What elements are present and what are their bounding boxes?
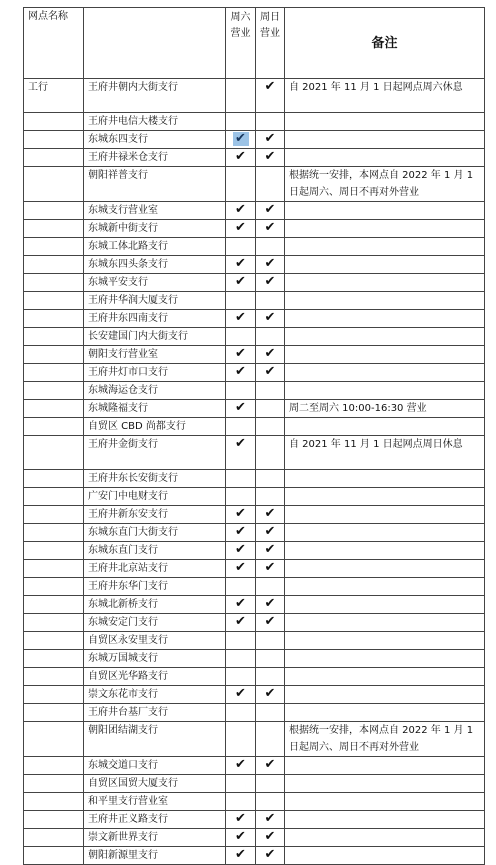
saturday-cell: [226, 775, 256, 793]
bank-cell: [24, 596, 84, 614]
branch-name-cell: 王府井华润大厦支行: [84, 292, 226, 310]
saturday-cell: [226, 542, 256, 560]
check-icon: ✔: [264, 542, 276, 557]
header-saturday: 周六营业: [226, 8, 256, 79]
sunday-cell: [256, 757, 285, 775]
check-icon: ✔: [264, 274, 276, 289]
table-row: [24, 811, 485, 829]
bank-cell: [24, 704, 84, 722]
table-row: [24, 470, 485, 488]
check-icon: ✔: [264, 364, 276, 379]
branch-name-cell: 王府井金街支行: [84, 436, 226, 470]
sunday-cell: [256, 668, 285, 686]
saturday-cell: [226, 560, 256, 578]
branch-name-cell: 东城交道口支行: [84, 757, 226, 775]
remark-cell: [285, 488, 485, 506]
bank-cell: [24, 202, 84, 220]
table-row: [24, 328, 485, 346]
bank-cell: [24, 793, 84, 811]
remark-cell: [285, 238, 485, 256]
remark-cell: [285, 292, 485, 310]
sunday-cell: [256, 400, 285, 418]
branch-name-cell: 东城万国城支行: [84, 650, 226, 668]
remark-cell: [285, 650, 485, 668]
bank-cell: [24, 650, 84, 668]
remark-cell: [285, 256, 485, 274]
check-icon: ✔: [235, 542, 246, 557]
bank-cell: [24, 167, 84, 202]
check-icon: ✔: [233, 132, 249, 146]
branch-name-cell: 长安建国门内大街支行: [84, 328, 226, 346]
bank-cell: [24, 847, 84, 865]
header-sunday: 周日营业: [256, 8, 285, 79]
bank-cell: [24, 775, 84, 793]
remark-cell: [285, 470, 485, 488]
branch-name-cell: 广安门中电财支行: [84, 488, 226, 506]
saturday-cell: [226, 310, 256, 328]
bank-cell: [24, 310, 84, 328]
sunday-cell: [256, 292, 285, 310]
branch-name-cell: 东城北新桥支行: [84, 596, 226, 614]
table-row: [24, 292, 485, 310]
branch-name-cell: 朝阳新源里支行: [84, 847, 226, 865]
branch-name-cell: 朝阳支行营业室: [84, 346, 226, 364]
branch-name-cell: 朝阳祥普支行: [84, 167, 226, 202]
check-icon: ✔: [264, 220, 276, 235]
sunday-cell: [256, 364, 285, 382]
table-row: [24, 542, 485, 560]
table-row: [24, 310, 485, 328]
remark-cell: [285, 578, 485, 596]
check-icon: ✔: [264, 757, 276, 772]
table-row: [24, 79, 485, 113]
check-icon: ✔: [235, 811, 246, 826]
header-row: [24, 8, 485, 79]
saturday-cell: [226, 668, 256, 686]
remark-cell: [285, 793, 485, 811]
saturday-cell: [226, 131, 256, 149]
sunday-cell: [256, 811, 285, 829]
bank-cell: [24, 382, 84, 400]
remark-cell: [285, 596, 485, 614]
saturday-cell: [226, 704, 256, 722]
table-row: [24, 650, 485, 668]
table-row: [24, 686, 485, 704]
check-icon: ✔: [235, 220, 246, 235]
remark-cell: [285, 614, 485, 632]
sunday-cell: [256, 704, 285, 722]
saturday-cell: [226, 650, 256, 668]
saturday-cell: [226, 382, 256, 400]
bank-cell: [24, 757, 84, 775]
table-row: [24, 847, 485, 865]
table-row: [24, 149, 485, 167]
bank-cell: [24, 346, 84, 364]
sunday-cell: [256, 256, 285, 274]
table-row: [24, 668, 485, 686]
check-icon: ✔: [235, 346, 246, 361]
table-row: [24, 346, 485, 364]
sunday-cell: [256, 722, 285, 757]
remark-cell: 自 2021 年 11 月 1 日起网点周六休息: [285, 79, 485, 113]
check-icon: ✔: [264, 829, 276, 844]
sunday-cell: [256, 542, 285, 560]
saturday-cell: [226, 829, 256, 847]
header-branch-name: 网点名称: [24, 8, 84, 79]
bank-cell: [24, 722, 84, 757]
sunday-cell: [256, 488, 285, 506]
saturday-cell: [226, 292, 256, 310]
bank-cell: [24, 364, 84, 382]
remark-cell: [285, 310, 485, 328]
bank-cell: [24, 506, 84, 524]
sunday-cell: [256, 793, 285, 811]
bank-cell: [24, 328, 84, 346]
check-icon: ✔: [264, 346, 276, 361]
check-icon: ✔: [235, 506, 246, 521]
saturday-cell: [226, 113, 256, 131]
check-icon: ✔: [235, 614, 246, 629]
branch-name-cell: 自贸区光华路支行: [84, 668, 226, 686]
sunday-cell: [256, 596, 285, 614]
saturday-cell: [226, 167, 256, 202]
check-icon: ✔: [264, 506, 276, 521]
check-icon: ✔: [264, 614, 276, 629]
check-icon: ✔: [235, 560, 246, 575]
branch-name-cell: 王府井东华门支行: [84, 578, 226, 596]
sunday-cell: [256, 829, 285, 847]
branch-name-cell: 东城工体北路支行: [84, 238, 226, 256]
sunday-cell: [256, 382, 285, 400]
saturday-cell: [226, 79, 256, 113]
remark-cell: [285, 847, 485, 865]
remark-cell: [285, 202, 485, 220]
saturday-cell: [226, 811, 256, 829]
sunday-cell: [256, 149, 285, 167]
saturday-cell: [226, 149, 256, 167]
branch-name-cell: 朝阳团结湖支行: [84, 722, 226, 757]
remark-cell: [285, 560, 485, 578]
check-icon: ✔: [264, 310, 276, 325]
check-icon: ✔: [235, 757, 246, 772]
saturday-cell: [226, 328, 256, 346]
branch-name-cell: 东城东四支行: [84, 131, 226, 149]
bank-cell: [24, 238, 84, 256]
saturday-cell: [226, 847, 256, 865]
bank-cell: [24, 811, 84, 829]
saturday-cell: [226, 524, 256, 542]
table-row: [24, 220, 485, 238]
branch-name-cell: 王府井禄米仓支行: [84, 149, 226, 167]
saturday-cell: [226, 202, 256, 220]
table-row: [24, 560, 485, 578]
table-row: [24, 632, 485, 650]
branch-hours-table-container: [23, 7, 484, 865]
sunday-cell: [256, 506, 285, 524]
saturday-cell: [226, 686, 256, 704]
check-icon: ✔: [264, 596, 276, 611]
bank-cell: [24, 220, 84, 238]
remark-cell: [285, 542, 485, 560]
check-icon: ✔: [235, 202, 246, 217]
check-icon: ✔: [235, 829, 246, 844]
sunday-cell: [256, 310, 285, 328]
bank-cell: [24, 578, 84, 596]
branch-name-cell: 自贸区永安里支行: [84, 632, 226, 650]
branch-name-cell: 崇文新世界支行: [84, 829, 226, 847]
table-row: [24, 524, 485, 542]
saturday-cell: [226, 238, 256, 256]
table-row: [24, 382, 485, 400]
remark-cell: [285, 382, 485, 400]
remark-cell: 自 2021 年 11 月 1 日起网点周日休息: [285, 436, 485, 470]
table-row: [24, 829, 485, 847]
table-row: [24, 202, 485, 220]
sunday-cell: [256, 560, 285, 578]
branch-name-cell: 东城安定门支行: [84, 614, 226, 632]
sunday-cell: [256, 632, 285, 650]
sunday-cell: [256, 274, 285, 292]
header-blank: [84, 8, 226, 79]
branch-name-cell: 自贸区国贸大厦支行: [84, 775, 226, 793]
branch-hours-table: [23, 7, 485, 865]
sunday-cell: [256, 418, 285, 436]
table-row: [24, 506, 485, 524]
bank-cell: [24, 149, 84, 167]
remark-cell: [285, 418, 485, 436]
table-row: [24, 256, 485, 274]
branch-name-cell: 王府井北京站支行: [84, 560, 226, 578]
remark-cell: [285, 524, 485, 542]
bank-cell: [24, 436, 84, 470]
remark-cell: 周二至周六 10:00-16:30 营业: [285, 400, 485, 418]
table-row: [24, 793, 485, 811]
branch-name-cell: 和平里支行营业室: [84, 793, 226, 811]
branch-name-cell: 东城平安支行: [84, 274, 226, 292]
bank-cell: [24, 668, 84, 686]
saturday-cell: [226, 418, 256, 436]
check-icon: ✔: [235, 524, 246, 539]
table-row: [24, 488, 485, 506]
check-icon: ✔: [264, 524, 276, 539]
remark-cell: [285, 220, 485, 238]
table-row: [24, 722, 485, 757]
sunday-cell: [256, 650, 285, 668]
saturday-cell: [226, 488, 256, 506]
saturday-cell: [226, 256, 256, 274]
sunday-cell: [256, 238, 285, 256]
sunday-cell: [256, 614, 285, 632]
bank-cell: [24, 131, 84, 149]
check-icon: ✔: [235, 686, 246, 701]
saturday-cell: [226, 436, 256, 470]
sunday-cell: [256, 202, 285, 220]
sunday-cell: [256, 346, 285, 364]
branch-name-cell: 东城海运仓支行: [84, 382, 226, 400]
check-icon: ✔: [235, 364, 246, 379]
branch-name-cell: 王府井新东安支行: [84, 506, 226, 524]
branch-name-cell: 东城东直门支行: [84, 542, 226, 560]
remark-cell: [285, 506, 485, 524]
bank-cell: [24, 614, 84, 632]
remark-cell: [285, 131, 485, 149]
sunday-cell: [256, 847, 285, 865]
sunday-cell: [256, 79, 285, 113]
saturday-cell: [226, 220, 256, 238]
saturday-cell: [226, 274, 256, 292]
table-row: [24, 704, 485, 722]
header-remark: 备注: [285, 8, 485, 79]
table-row: [24, 400, 485, 418]
remark-cell: [285, 274, 485, 292]
branch-name-cell: 王府井灯市口支行: [84, 364, 226, 382]
saturday-cell: [226, 614, 256, 632]
table-row: [24, 238, 485, 256]
branch-name-cell: 东城东直门大街支行: [84, 524, 226, 542]
remark-cell: 根据统一安排，本网点自 2022 年 1 月 1 日起周六、周日不再对外营业: [285, 722, 485, 757]
check-icon: ✔: [264, 686, 276, 701]
branch-name-cell: 东城隆福支行: [84, 400, 226, 418]
sunday-cell: [256, 328, 285, 346]
table-row: [24, 757, 485, 775]
bank-cell: [24, 256, 84, 274]
table-row: [24, 418, 485, 436]
table-row: [24, 775, 485, 793]
bank-cell: [24, 632, 84, 650]
table-row: [24, 113, 485, 131]
check-icon: ✔: [235, 274, 246, 289]
saturday-cell: [226, 596, 256, 614]
check-icon: ✔: [264, 131, 276, 146]
check-icon: ✔: [264, 560, 276, 575]
remark-cell: [285, 757, 485, 775]
bank-cell: [24, 274, 84, 292]
bank-cell: [24, 524, 84, 542]
bank-cell: [24, 400, 84, 418]
check-icon: ✔: [264, 811, 276, 826]
sunday-cell: [256, 470, 285, 488]
saturday-cell: [226, 506, 256, 524]
table-row: [24, 578, 485, 596]
branch-name-cell: 王府井台基厂支行: [84, 704, 226, 722]
check-icon: ✔: [235, 256, 246, 271]
remark-cell: [285, 668, 485, 686]
remark-cell: [285, 686, 485, 704]
bank-cell: [24, 560, 84, 578]
remark-cell: [285, 364, 485, 382]
branch-name-cell: 王府井东长安街支行: [84, 470, 226, 488]
table-row: [24, 436, 485, 470]
remark-cell: [285, 328, 485, 346]
check-icon: ✔: [264, 847, 276, 862]
remark-cell: [285, 149, 485, 167]
remark-cell: [285, 632, 485, 650]
check-icon: ✔: [235, 400, 246, 415]
branch-name-cell: 东城新中街支行: [84, 220, 226, 238]
check-icon: ✔: [235, 310, 246, 325]
check-icon: ✔: [264, 202, 276, 217]
bank-cell: 工行: [24, 79, 84, 113]
sunday-cell: [256, 578, 285, 596]
remark-cell: 根据统一安排，本网点自 2022 年 1 月 1 日起周六、周日不再对外营业: [285, 167, 485, 202]
sunday-cell: [256, 167, 285, 202]
sunday-cell: [256, 775, 285, 793]
sunday-cell: [256, 524, 285, 542]
bank-cell: [24, 686, 84, 704]
check-icon: ✔: [235, 149, 246, 164]
table-row: [24, 131, 485, 149]
check-icon: ✔: [264, 149, 276, 164]
sunday-cell: [256, 686, 285, 704]
table-row: [24, 596, 485, 614]
check-icon: ✔: [235, 436, 246, 451]
bank-cell: [24, 292, 84, 310]
branch-name-cell: 王府井电信大楼支行: [84, 113, 226, 131]
bank-cell: [24, 113, 84, 131]
branch-name-cell: 王府井朝内大街支行: [84, 79, 226, 113]
saturday-cell: [226, 632, 256, 650]
branch-name-cell: 王府井东四南支行: [84, 310, 226, 328]
saturday-cell: [226, 722, 256, 757]
saturday-cell: [226, 793, 256, 811]
saturday-cell: [226, 346, 256, 364]
remark-cell: [285, 113, 485, 131]
branch-name-cell: 自贸区 CBD 尚都支行: [84, 418, 226, 436]
table-row: [24, 364, 485, 382]
branch-name-cell: 东城东四头条支行: [84, 256, 226, 274]
sunday-cell: [256, 436, 285, 470]
bank-cell: [24, 488, 84, 506]
saturday-cell: [226, 364, 256, 382]
table-body: [24, 79, 485, 865]
sunday-cell: [256, 131, 285, 149]
remark-cell: [285, 346, 485, 364]
saturday-cell: [226, 470, 256, 488]
bank-cell: [24, 470, 84, 488]
check-icon: ✔: [264, 256, 276, 271]
saturday-cell: [226, 757, 256, 775]
bank-cell: [24, 829, 84, 847]
saturday-cell: [226, 400, 256, 418]
remark-cell: [285, 704, 485, 722]
bank-cell: [24, 418, 84, 436]
check-icon: ✔: [235, 596, 246, 611]
remark-cell: [285, 829, 485, 847]
sunday-cell: [256, 113, 285, 131]
saturday-cell: [226, 578, 256, 596]
branch-name-cell: 东城支行营业室: [84, 202, 226, 220]
table-row: [24, 274, 485, 292]
bank-cell: [24, 542, 84, 560]
table-row: [24, 167, 485, 202]
branch-name-cell: 崇文东花市支行: [84, 686, 226, 704]
remark-cell: [285, 775, 485, 793]
remark-cell: [285, 811, 485, 829]
sunday-cell: [256, 220, 285, 238]
branch-name-cell: 王府井正义路支行: [84, 811, 226, 829]
check-icon: ✔: [235, 847, 246, 862]
check-icon: ✔: [264, 79, 276, 94]
table-row: [24, 614, 485, 632]
